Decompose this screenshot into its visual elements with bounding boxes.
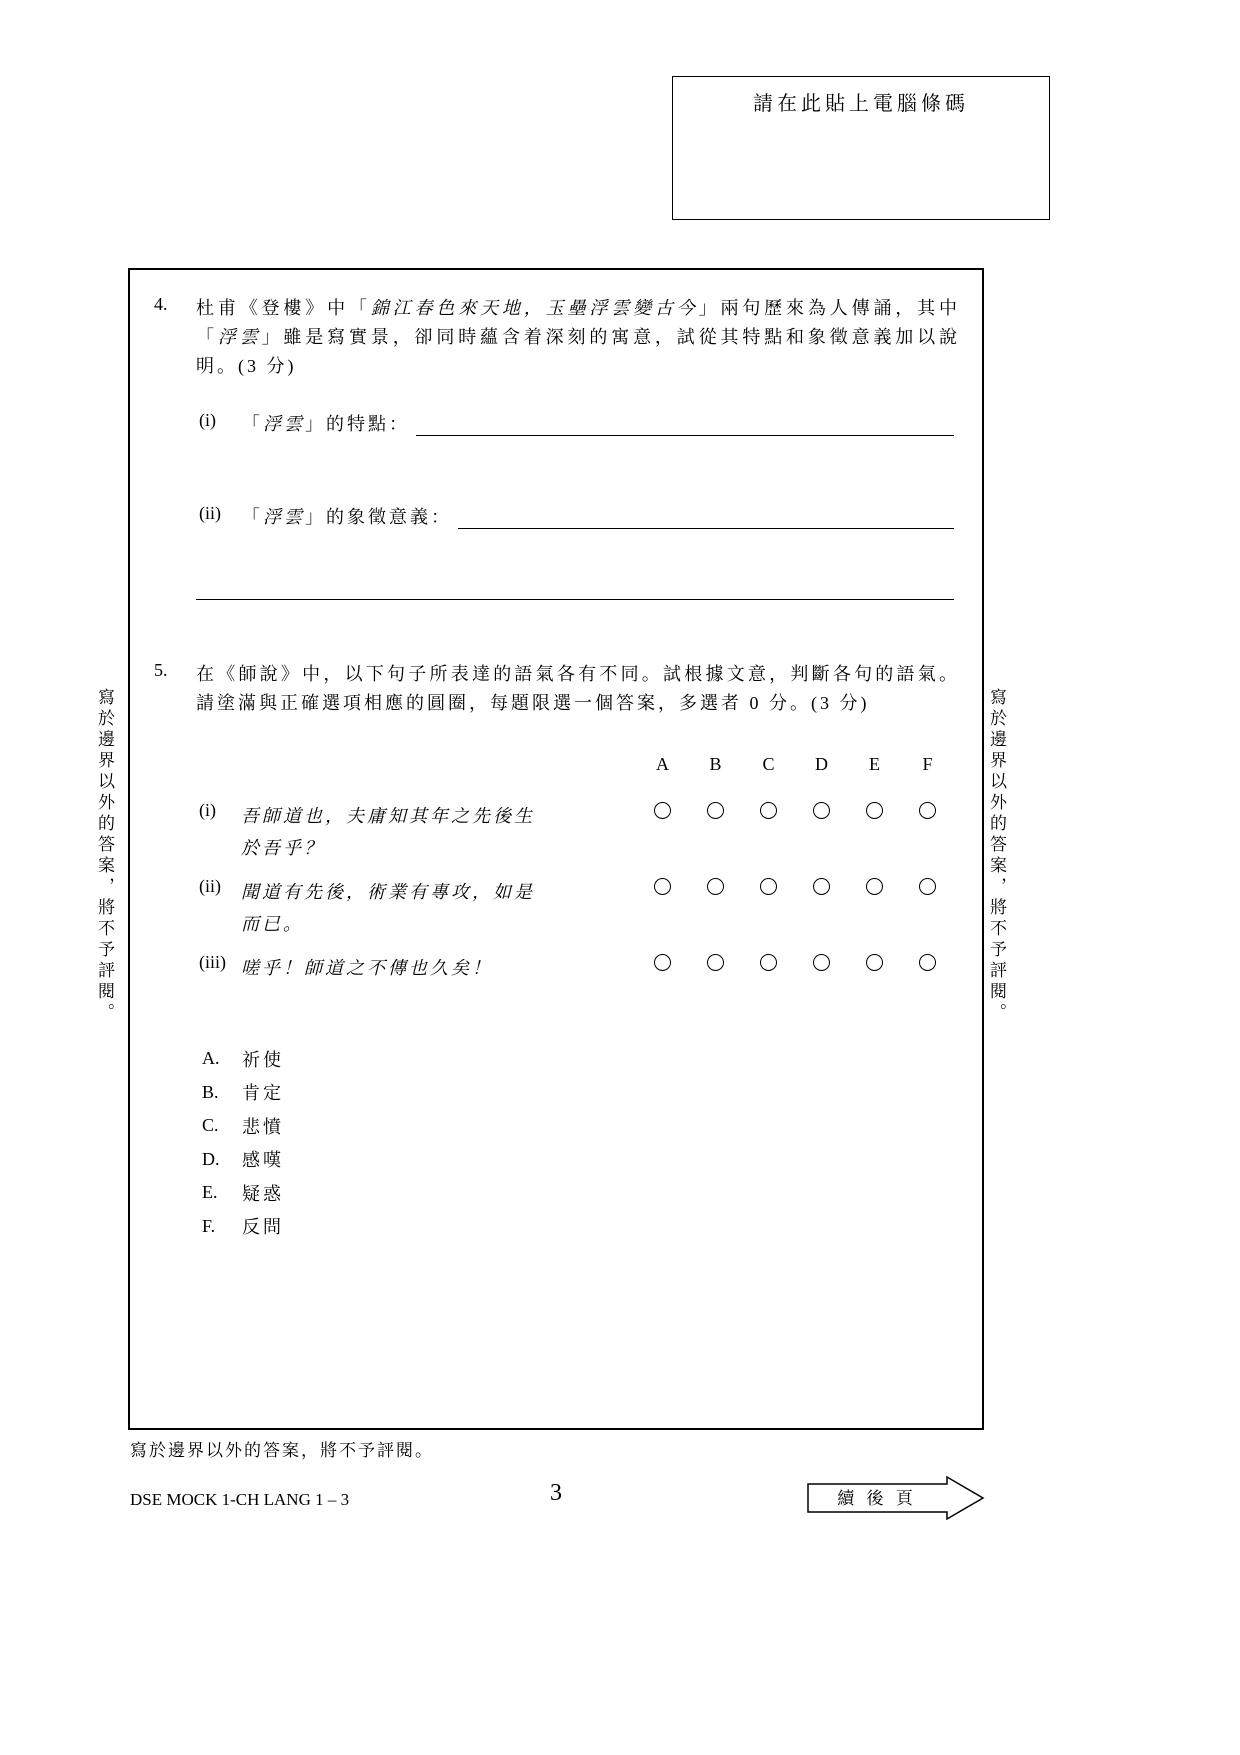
q5-item-iii-text: 嗟乎！師道之不傳也久矣！ [241, 958, 493, 978]
q5-item-iii-bubbles [636, 954, 954, 971]
option-row-E [202, 1176, 284, 1210]
paper-code: DSE MOCK 1-CH LANG 1 – 3 [130, 1490, 350, 1509]
option-letter-E: E. [202, 1182, 218, 1203]
option-row-D [202, 1143, 284, 1177]
option-row-C [202, 1109, 284, 1143]
bubble-q5i-E[interactable] [866, 802, 883, 819]
option-label-E: 疑惑 [242, 1183, 284, 1204]
question-4i-prompt [242, 410, 410, 436]
choice-header-D: D [815, 754, 828, 774]
question-4ii-row [199, 503, 954, 529]
q4-text-seg: 」兩句歷來為人傳誦，其中「 [196, 298, 961, 347]
question-4i-row [199, 410, 954, 436]
q4-text-seg: 」雖是寫實景，卻同時蘊含着深刻的寓意，試從其特點和象徵意義加以說明。(3 分) [196, 327, 961, 376]
q5-item-i-bubbles [636, 802, 954, 819]
option-label-B: 肯定 [242, 1083, 284, 1104]
choice-header-F: F [922, 754, 933, 774]
choice-header-row [636, 754, 954, 775]
bubble-q5i-B[interactable] [707, 802, 724, 819]
bubble-q5iii-D[interactable] [813, 954, 830, 971]
choice-header-B: B [709, 754, 722, 774]
option-row-F [202, 1210, 284, 1244]
bubble-q5i-A[interactable] [654, 802, 671, 819]
q5-item-i-label: (i) [199, 800, 216, 820]
bubble-q5iii-C[interactable] [760, 954, 777, 971]
margin-note-left: 寫於邊界以外的答案，將不予評閱。 [95, 688, 114, 1024]
next-page-arrow [806, 1475, 986, 1521]
q5-option-key-list [202, 1042, 284, 1243]
q4-quote-term: 浮雲 [217, 327, 262, 347]
q5-item-i-row [199, 800, 959, 864]
option-label-F: 反問 [242, 1217, 284, 1238]
q5-item-i-text: 吾師道也，夫庸知其年之先後生於吾乎？ [241, 806, 535, 858]
question-5-number: 5. [154, 660, 168, 680]
bubble-q5iii-B[interactable] [707, 954, 724, 971]
bubble-q5iii-E[interactable] [866, 954, 883, 971]
choice-header-A: A [656, 754, 669, 774]
bubble-q5ii-C[interactable] [760, 878, 777, 895]
margin-note-right: 寫於邊界以外的答案，將不予評閱。 [987, 688, 1006, 1024]
question-4ii-prompt [242, 503, 452, 529]
q4ii-prompt-term: 浮雲 [263, 507, 305, 527]
option-label-D: 感嘆 [242, 1150, 284, 1171]
choice-header-E: E [869, 754, 880, 774]
bubble-q5i-C[interactable] [760, 802, 777, 819]
page-number: 3 [550, 1480, 562, 1506]
question-4-number: 4. [154, 294, 168, 314]
option-letter-C: C. [202, 1115, 219, 1136]
option-row-B [202, 1076, 284, 1110]
q5-item-ii-row [199, 876, 959, 940]
barcode-label: 請在此貼上電腦條碼 [753, 93, 969, 115]
answer-area-box [128, 268, 984, 1430]
bubble-q5i-F[interactable] [919, 802, 936, 819]
question-5-text: 在《師說》中，以下句子所表達的語氣各有不同。試根據文意，判斷各句的語氣。請塗滿與正確選項相應的圓圈，每題限選一個答案，多選者 0 分。(3 分) [196, 664, 960, 713]
bubble-q5ii-B[interactable] [707, 878, 724, 895]
bubble-q5i-D[interactable] [813, 802, 830, 819]
option-letter-B: B. [202, 1081, 219, 1102]
q5-item-ii-label: (ii) [199, 876, 221, 896]
q5-item-ii-text: 聞道有先後，術業有專攻，如是而已。 [241, 882, 535, 934]
q4i-prompt-seg: 「 [242, 414, 263, 434]
bottom-margin-warning: 寫於邊界以外的答案，將不予評閱。 [130, 1441, 434, 1460]
bubble-q5ii-E[interactable] [866, 878, 883, 895]
q4ii-prompt-seg: 「 [242, 507, 263, 527]
barcode-box [672, 76, 1050, 220]
bubble-q5ii-F[interactable] [919, 878, 936, 895]
question-4i-label: (i) [199, 410, 216, 430]
option-label-C: 悲憤 [242, 1116, 284, 1137]
q5-item-iii-label: (iii) [199, 952, 226, 972]
option-letter-A: A. [202, 1048, 220, 1069]
option-row-A [202, 1042, 284, 1076]
option-label-A: 祈使 [242, 1049, 284, 1070]
q4i-prompt-term: 浮雲 [263, 414, 305, 434]
bubble-q5ii-D[interactable] [813, 878, 830, 895]
option-letter-D: D. [202, 1148, 220, 1169]
choice-header-C: C [762, 754, 775, 774]
next-page-label: 續 後 頁 [837, 1489, 917, 1508]
bubble-q5iii-F[interactable] [919, 954, 936, 971]
q4-quote-poem: 錦江春色來天地，玉壘浮雲變古今 [370, 298, 699, 318]
question-4ii-label: (ii) [199, 503, 221, 523]
answer-line-4ii[interactable] [458, 503, 954, 529]
bubble-q5ii-A[interactable] [654, 878, 671, 895]
q4i-prompt-seg: 」的特點： [305, 414, 410, 434]
q5-item-iii-row [199, 952, 959, 984]
option-letter-F: F. [202, 1215, 216, 1236]
question-4-text [196, 294, 960, 381]
q5-item-ii-bubbles [636, 878, 954, 895]
answer-line-4i[interactable] [416, 410, 954, 436]
answer-line-4ii-continued[interactable] [196, 599, 954, 600]
bubble-q5iii-A[interactable] [654, 954, 671, 971]
q4-text-seg: 杜甫《登樓》中「 [196, 298, 371, 318]
q4ii-prompt-seg: 」的象徵意義： [305, 507, 452, 527]
